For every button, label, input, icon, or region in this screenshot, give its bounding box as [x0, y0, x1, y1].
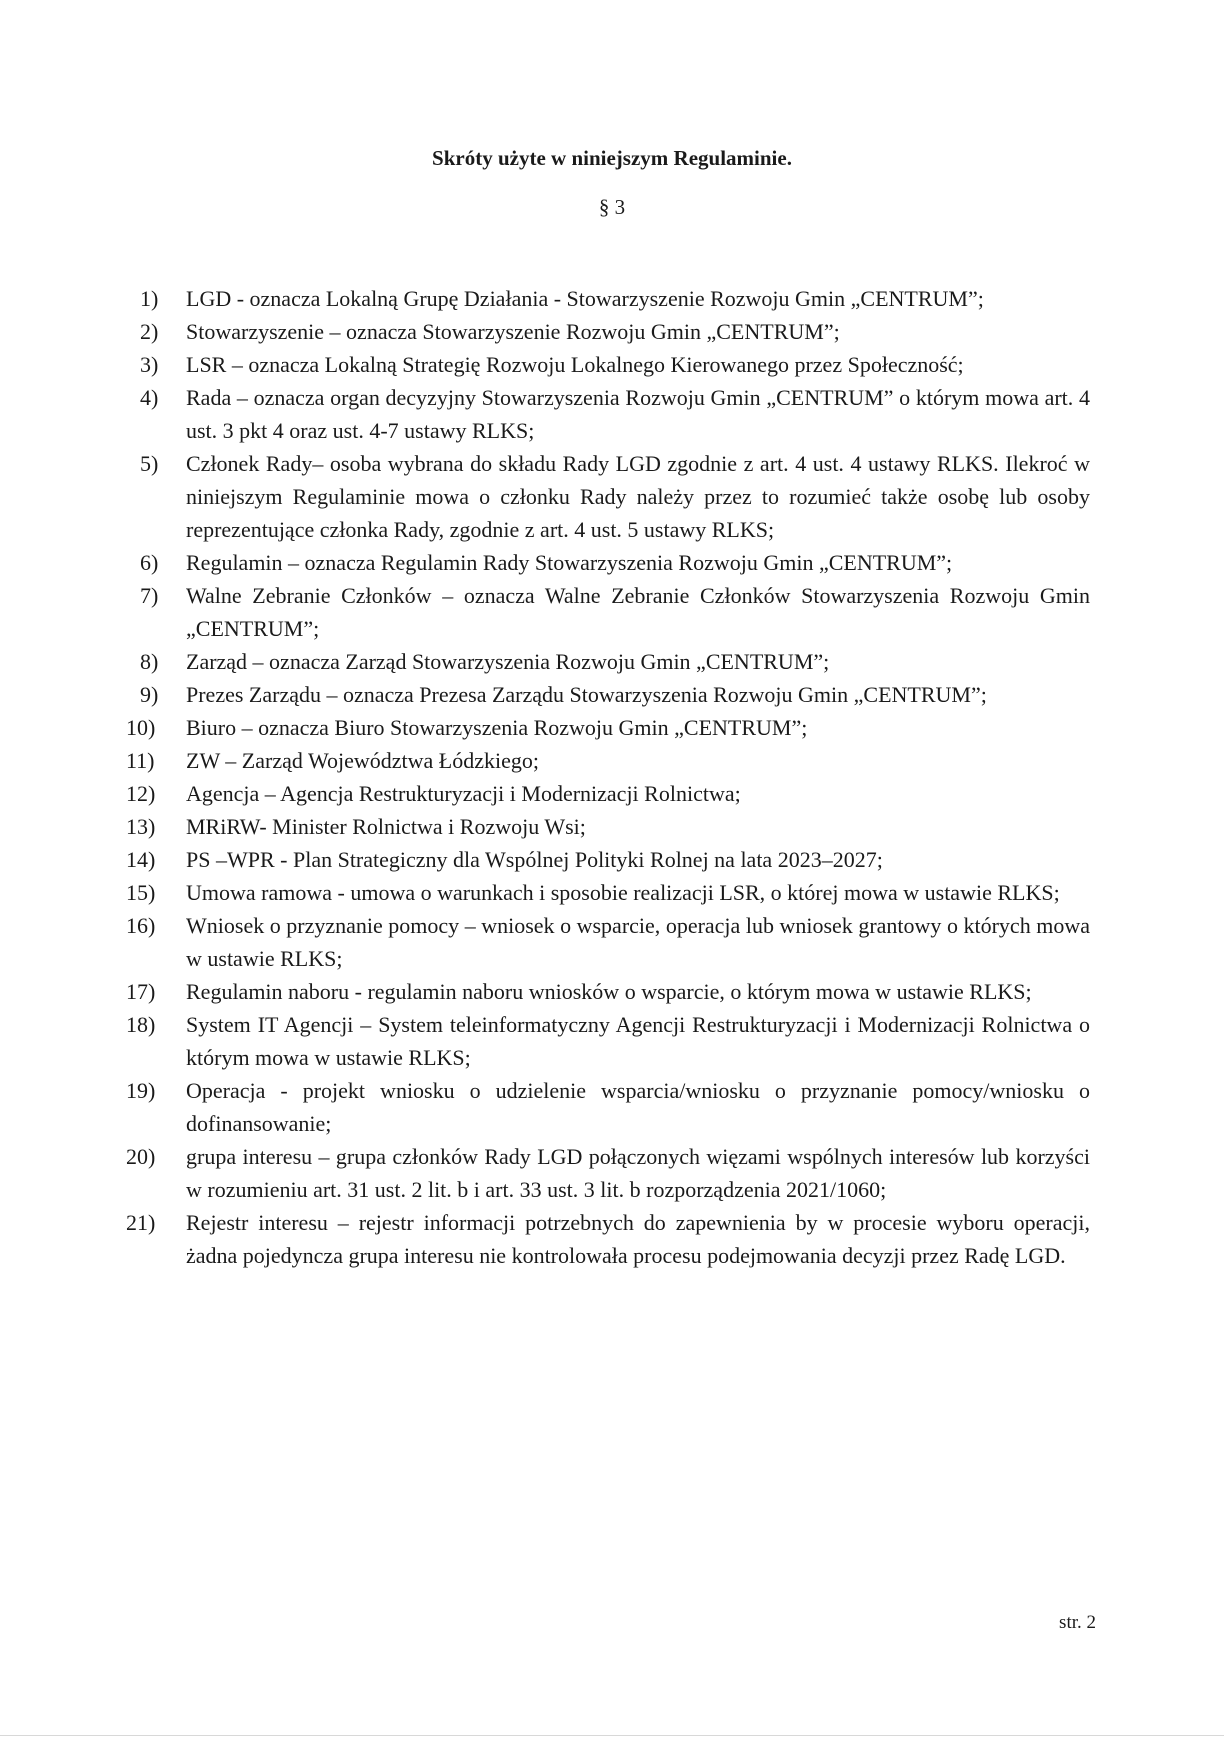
list-item-number: 20) — [126, 1144, 156, 1169]
list-item — [120, 1206, 1090, 1272]
list-item-text: Prezes Zarządu – oznacza Prezesa Zarządu Stowarzyszenia Rozwoju Gmin „CENTRUM”; — [186, 682, 987, 707]
section-number: § 3 — [598, 195, 626, 219]
list-item — [120, 777, 1090, 810]
list-item-number: 11) — [126, 748, 155, 773]
list-item-text: Regulamin – oznacza Regulamin Rady Stowarzyszenia Rozwoju Gmin „CENTRUM”; — [186, 550, 953, 575]
list-item — [120, 348, 1090, 381]
list-item — [120, 678, 1090, 711]
page-number: str. 2 — [1059, 1612, 1096, 1633]
list-item — [120, 975, 1090, 1008]
list-item — [120, 315, 1090, 348]
list-item — [120, 381, 1090, 447]
list-item-text: Operacja - projekt wniosku o udzielenie wsparcia/wniosku o przyznanie pomocy/wniosku o dofinansowanie; — [186, 1078, 1090, 1136]
list-item-number: 12) — [126, 781, 156, 806]
list-item-number: 15) — [126, 880, 156, 905]
list-item-number: 2) — [140, 319, 159, 344]
list-item-text: Rejestr interesu – rejestr informacji potrzebnych do zapewnienia by w procesie wyboru operacji, żadna pojedyncza grupa interesu nie kontrolowała procesu podejmowania decyzji przez Radę LGD. — [186, 1210, 1090, 1268]
list-item-text: MRiRW- Minister Rolnictwa i Rozwoju Wsi; — [186, 814, 586, 839]
list-item-text: grupa interesu – grupa członków Rady LGD połączonych więzami wspólnych interesów lub korzyści w rozumieniu art. 31 ust. 2 lit. b i art. 33 ust. 3 lit. b rozporządzenia 2021/1060; — [186, 1144, 1090, 1202]
list-item-text: Zarząd – oznacza Zarząd Stowarzyszenia Rozwoju Gmin „CENTRUM”; — [186, 649, 830, 674]
list-item-text: Biuro – oznacza Biuro Stowarzyszenia Rozwoju Gmin „CENTRUM”; — [186, 715, 808, 740]
list-item-number: 8) — [140, 649, 159, 674]
list-item-number: 10) — [126, 715, 156, 740]
list-item-text: Stowarzyszenie – oznacza Stowarzyszenie Rozwoju Gmin „CENTRUM”; — [186, 319, 840, 344]
bottom-divider — [0, 1735, 1224, 1736]
list-item — [120, 876, 1090, 909]
list-item — [120, 579, 1090, 645]
list-item-text: LGD - oznacza Lokalną Grupę Działania - Stowarzyszenie Rozwoju Gmin „CENTRUM”; — [186, 286, 984, 311]
list-item — [120, 546, 1090, 579]
list-item-number: 1) — [140, 286, 159, 311]
list-item-number: 6) — [140, 550, 159, 575]
list-item-number: 13) — [126, 814, 156, 839]
list-item-number: 3) — [140, 352, 159, 377]
list-item-text: System IT Agencji – System teleinformatyczny Agencji Restrukturyzacji i Modernizacji Rolnictwa o którym mowa w ustawie RLKS; — [186, 1012, 1090, 1070]
list-item-number: 14) — [126, 847, 156, 872]
list-item — [120, 1140, 1090, 1206]
list-item-text: Wniosek o przyznanie pomocy – wniosek o wsparcie, operacja lub wniosek grantowy o których mowa w ustawie RLKS; — [186, 913, 1090, 971]
list-item-number: 18) — [126, 1012, 156, 1037]
list-item-number: 17) — [126, 979, 156, 1004]
list-item — [120, 282, 1090, 315]
list-item-number: 7) — [140, 583, 159, 608]
list-item-text: PS –WPR - Plan Strategiczny dla Wspólnej Polityki Rolnej na lata 2023–2027; — [186, 847, 883, 872]
list-item — [120, 810, 1090, 843]
list-item-number: 21) — [126, 1210, 156, 1235]
list-item-number: 9) — [140, 682, 159, 707]
list-item-text: Rada – oznacza organ decyzyjny Stowarzyszenia Rozwoju Gmin „CENTRUM” o którym mowa art. 4 ust. 3 pkt 4 oraz ust. 4-7 ustawy RLKS; — [186, 385, 1090, 443]
list-item — [120, 843, 1090, 876]
list-item-text: Regulamin naboru - regulamin naboru wniosków o wsparcie, o którym mowa w ustawie RLKS; — [186, 979, 1032, 1004]
list-item-number: 19) — [126, 1078, 156, 1103]
list-item-text: Agencja – Agencja Restrukturyzacji i Modernizacji Rolnictwa; — [186, 781, 741, 806]
list-item-text: Walne Zebranie Członków – oznacza Walne Zebranie Członków Stowarzyszenia Rozwoju Gmin „CENTRUM”; — [186, 583, 1090, 641]
list-item-number: 4) — [140, 385, 159, 410]
list-item-text: Członek Rady– osoba wybrana do składu Rady LGD zgodnie z art. 4 ust. 4 ustawy RLKS. Ilekroć w niniejszym Regulaminie mowa o członku Rady należy przez to rozumieć także osobę lub osoby reprezentujące członka Rady, zgodnie z art. 4 ust. 5 ustawy RLKS; — [186, 451, 1090, 542]
abbreviations-list — [120, 282, 1090, 1272]
list-item — [120, 1074, 1090, 1140]
list-item-number: 16) — [126, 913, 156, 938]
document-heading: Skróty użyte w niniejszym Regulaminie. — [432, 146, 792, 170]
list-item — [120, 645, 1090, 678]
list-item-text: LSR – oznacza Lokalną Strategię Rozwoju Lokalnego Kierowanego przez Społeczność; — [186, 352, 964, 377]
list-item-text: Umowa ramowa - umowa o warunkach i sposobie realizacji LSR, o której mowa w ustawie RLKS; — [186, 880, 1060, 905]
list-item — [120, 447, 1090, 546]
list-item-text: ZW – Zarząd Województwa Łódzkiego; — [186, 748, 539, 773]
list-item-number: 5) — [140, 451, 159, 476]
list-item — [120, 1008, 1090, 1074]
list-item — [120, 909, 1090, 975]
list-item — [120, 744, 1090, 777]
list-item — [120, 711, 1090, 744]
